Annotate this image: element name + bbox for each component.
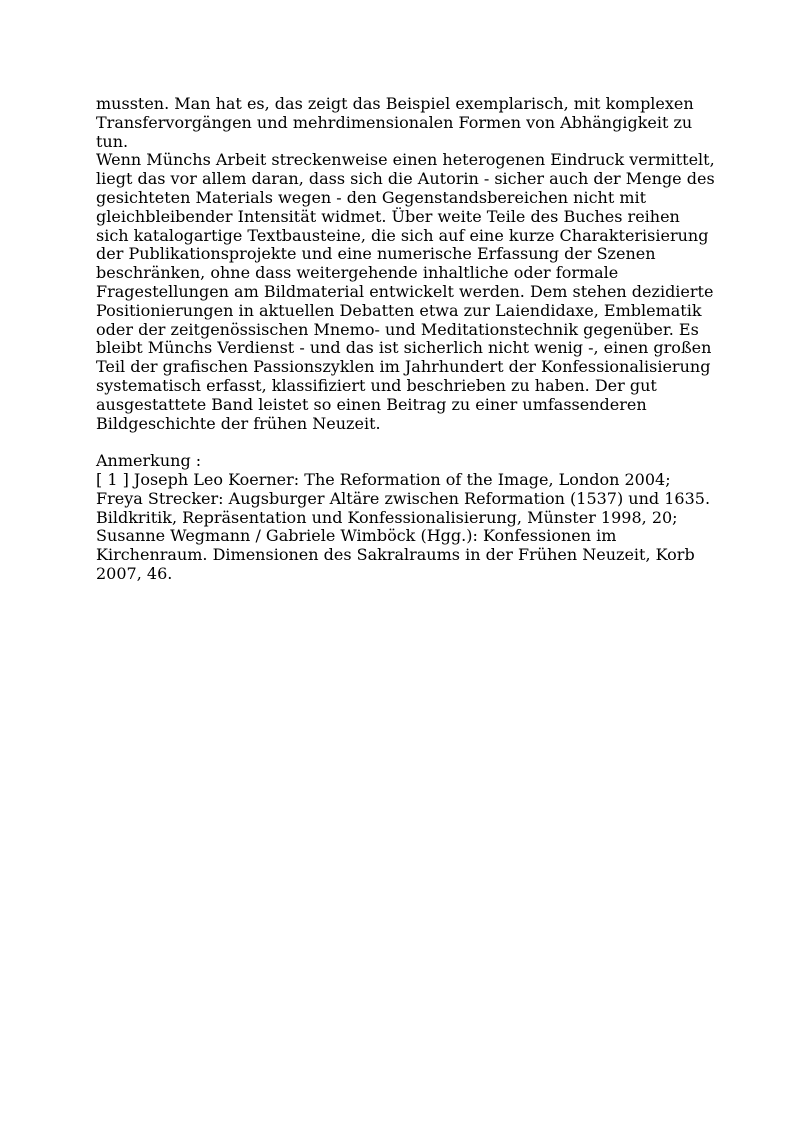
footnote-1: [ 1 ] Joseph Leo Koerner: The Reformation of the Image, London 2004; Freya Strecker: Augsburger Altäre zwischen Reformation (1537) und 1635. Bildkritik, Repräsentation und Konfessionalisierung, Münster 1998, 20; Susanne Wegmann / Gabriele Wimböck (Hgg.): Konfessionen im Kirchenraum. Dimensionen des Sakralraums in der Frühen Neuzeit, Korb 2007, 46.	[96, 469, 711, 583]
document-body	[96, 95, 716, 584]
body-paragraph-2: Wenn Münchs Arbeit streckenweise einen heterogenen Eindruck vermittelt, liegt das vor allem daran, dass sich die Autorin - sicher auch der Menge des gesichteten Materials wegen - den Gegenstandsbereichen nicht mit gleichbleibender Intensität widmet. Über weite Teile des Buches reihen sich katalogartige Textbausteine, die sich auf eine kurze Charakterisierung der Publikationsprojekte und eine numerische Erfassung der Szenen beschränken, ohne dass weitergehende inhaltliche oder formale Fragestellungen am Bildmaterial entwickelt werden. Dem stehen dezidierte Positionierungen in aktuellen Debatten etwa zur Laiendidaxe, Emblematik oder der zeitgenössischen Mnemo- und Meditationstechnik gegenüber. Es bleibt Münchs Verdienst - und das ist sicherlich nicht wenig -, einen großen Teil der grafischen Passionszyklen im Jahrhundert der Konfessionalisierung systematisch erfasst, klassifiziert und beschrieben zu haben. Der gut ausgestattete Band leistet so einen Beitrag zu einer umfassenderen Bildgeschichte der frühen Neuzeit.	[96, 150, 715, 433]
paragraph-spacer	[96, 433, 716, 452]
body-paragraph-1: mussten. Man hat es, das zeigt das Beispiel exemplarisch, mit komplexen Transfervorgängen und mehrdimensionalen Formen von Abhängigkeit zu tun.	[96, 94, 694, 151]
notes-heading: Anmerkung :	[96, 451, 202, 471]
